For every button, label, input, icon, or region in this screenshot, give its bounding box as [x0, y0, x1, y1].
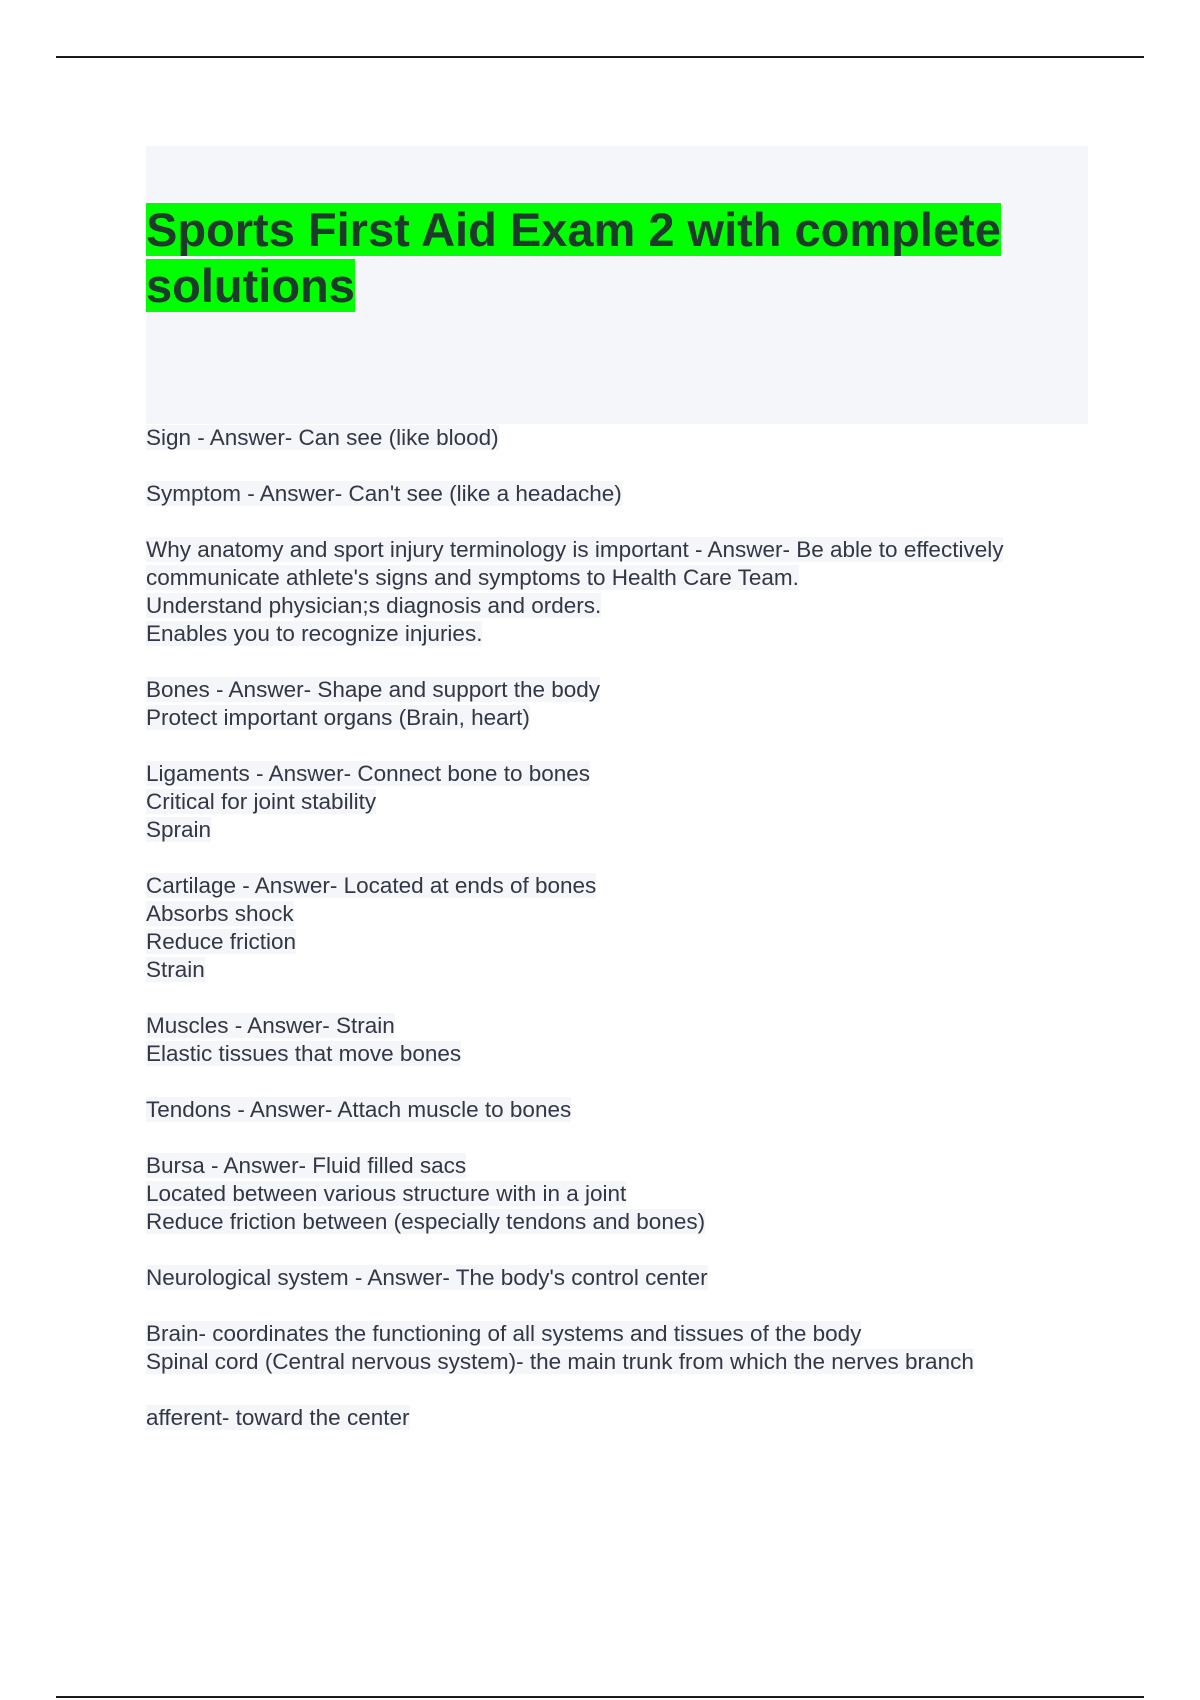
- qa-item-neurological: [146, 1264, 1096, 1292]
- qa-line: Cartilage - Answer- Located at ends of bones: [146, 873, 597, 898]
- qa-line: communicate athlete's signs and symptoms to Health Care Team.: [146, 565, 799, 590]
- qa-line: Ligaments - Answer- Connect bone to bones: [146, 761, 591, 786]
- qa-line: Located between various structure with in a joint: [146, 1181, 627, 1206]
- qa-item-afferent: [146, 1404, 1096, 1432]
- qa-item-terminology: [146, 536, 1096, 648]
- title-line-2: solutions: [146, 259, 355, 312]
- qa-line: Enables you to recognize injuries.: [146, 621, 483, 646]
- qa-list: [146, 424, 1096, 1460]
- qa-item-cartilage: [146, 872, 1096, 984]
- qa-line: Absorbs shock: [146, 901, 294, 926]
- qa-line: Protect important organs (Brain, heart): [146, 705, 530, 730]
- document-title: [146, 202, 1046, 314]
- qa-line: Neurological system - Answer- The body's control center: [146, 1265, 708, 1290]
- qa-line: afferent- toward the center: [146, 1405, 410, 1430]
- qa-line: Reduce friction: [146, 929, 297, 954]
- qa-line: Elastic tissues that move bones: [146, 1041, 462, 1066]
- qa-line: Why anatomy and sport injury terminology is important - Answer- Be able to effectively: [146, 537, 1004, 562]
- qa-line: Spinal cord (Central nervous system)- the main trunk from which the nerves branch: [146, 1349, 974, 1374]
- qa-line: Muscles - Answer- Strain: [146, 1013, 395, 1038]
- qa-item-tendons: [146, 1096, 1096, 1124]
- qa-line: Bursa - Answer- Fluid filled sacs: [146, 1153, 467, 1178]
- qa-item-muscles: [146, 1012, 1096, 1068]
- qa-line: Sign - Answer- Can see (like blood): [146, 425, 499, 450]
- qa-item-bones: [146, 676, 1096, 732]
- qa-line: Critical for joint stability: [146, 789, 377, 814]
- bottom-rule: [56, 1696, 1144, 1698]
- qa-line: Symptom - Answer- Can't see (like a headache): [146, 481, 622, 506]
- qa-line: Sprain: [146, 817, 212, 842]
- top-rule: [56, 56, 1144, 58]
- qa-item-bursa: [146, 1152, 1096, 1236]
- qa-line: Brain- coordinates the functioning of all systems and tissues of the body: [146, 1321, 862, 1346]
- title-block: [146, 146, 1088, 424]
- qa-line: Understand physician;s diagnosis and orders.: [146, 593, 602, 618]
- qa-line: Tendons - Answer- Attach muscle to bones: [146, 1097, 572, 1122]
- qa-item-symptom: [146, 480, 1096, 508]
- qa-item-brain: [146, 1320, 1096, 1376]
- qa-line: Reduce friction between (especially tendons and bones): [146, 1209, 706, 1234]
- qa-item-sign: [146, 424, 1096, 452]
- title-line-1: Sports First Aid Exam 2 with complete: [146, 203, 1001, 256]
- qa-line: Strain: [146, 957, 205, 982]
- qa-item-ligaments: [146, 760, 1096, 844]
- qa-line: Bones - Answer- Shape and support the body: [146, 677, 601, 702]
